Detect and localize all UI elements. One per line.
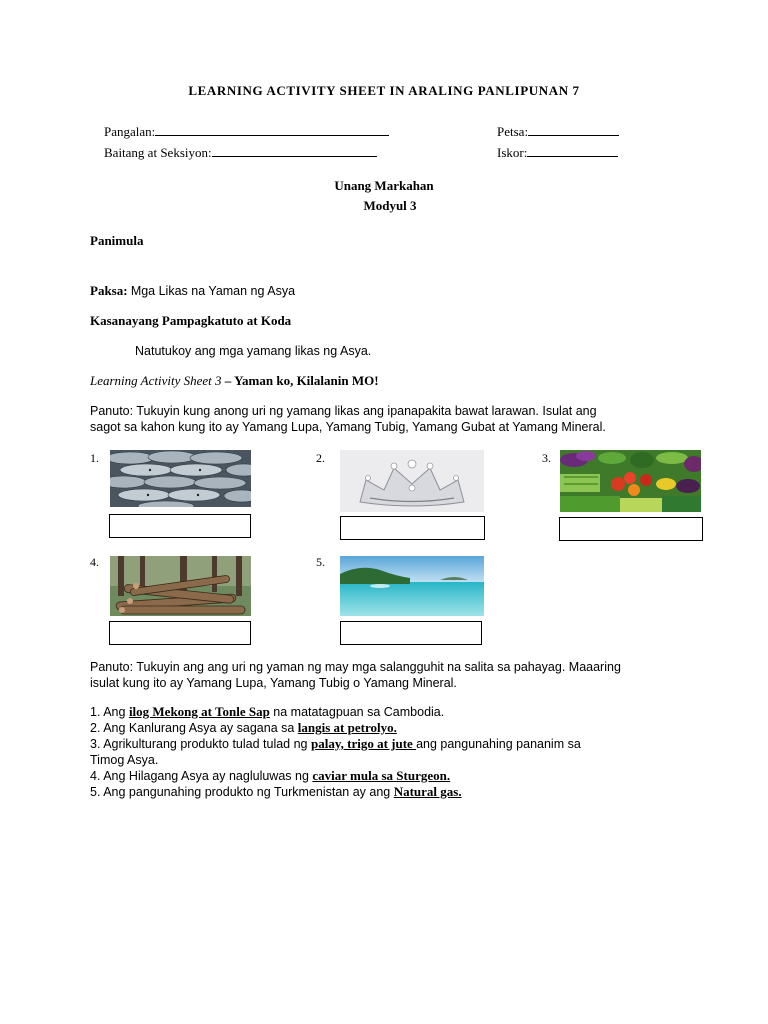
item-3-emphasis: palay, trigo at jute <box>310 736 417 751</box>
item-1: 1. Ang ilog Mekong at Tonle Sap na matatagpuan sa Cambodia. <box>90 704 445 719</box>
instructions-2-line2: isulat kung ito ay Yamang Lupa, Yamang Tubig o Yamang Mineral. <box>90 676 457 690</box>
item-2: 2. Ang Kanlurang Asya ay sagana sa langis at petrolyo. <box>90 720 397 735</box>
grade-line[interactable] <box>212 145 377 157</box>
topic-value: Mga Likas na Yaman ng Asya <box>130 284 296 298</box>
image-number-5: 5. <box>316 555 325 569</box>
item-4-emphasis: caviar mula sa Sturgeon. <box>312 768 451 783</box>
answer-box-3[interactable] <box>559 517 703 541</box>
image-number-1: 1. <box>90 451 99 465</box>
activity-prefix: Learning Activity Sheet 3 <box>90 373 222 388</box>
instructions-2-line1: Panuto: Tukuyin ang ang uri ng yaman ng may mga salangguhit na salita sa pahayag. Maaaring <box>90 660 621 674</box>
activity-dash: – <box>221 373 235 388</box>
item-4: 4. Ang Hilagang Asya ay nagluluwas ng caviar mula sa Sturgeon. <box>90 768 451 783</box>
sea-image <box>340 556 484 616</box>
grade-label: Baitang at Seksiyon: <box>104 145 212 160</box>
item-5-emphasis: Natural gas. <box>393 784 462 799</box>
page-title: LEARNING ACTIVITY SHEET IN ARALING PANLIPUNAN 7 <box>188 83 580 98</box>
image-number-4: 4. <box>90 555 99 569</box>
instructions-2 <box>90 659 621 691</box>
answer-box-4[interactable] <box>109 621 251 645</box>
date-field[interactable] <box>497 124 619 140</box>
crown-image <box>340 450 484 512</box>
grade-field[interactable] <box>104 145 377 161</box>
name-line[interactable] <box>155 124 389 136</box>
date-line[interactable] <box>528 124 619 136</box>
intro-heading: Panimula <box>90 233 144 248</box>
image-number-2: 2. <box>316 451 325 465</box>
name-label: Pangalan: <box>104 124 156 139</box>
module-heading: Modyul 3 <box>363 198 417 213</box>
item-5: 5. Ang pangunahing produkto ng Turkmenistan ay ang Natural gas. <box>90 784 462 799</box>
image-number-3: 3. <box>542 451 551 465</box>
topic-line <box>90 283 295 299</box>
answer-box-2[interactable] <box>340 516 485 540</box>
item-2-emphasis: langis at petrolyo. <box>297 720 397 735</box>
item-list <box>90 704 581 800</box>
instructions-1 <box>90 403 606 435</box>
score-field[interactable] <box>497 145 618 161</box>
item-1-emphasis: ilog Mekong at Tonle Sap <box>128 704 270 719</box>
score-label: Iskor: <box>497 145 528 160</box>
answer-box-5[interactable] <box>340 621 482 645</box>
vegetables-image <box>560 450 701 512</box>
quarter-heading: Unang Markahan <box>334 178 434 193</box>
activity-name: Yaman ko, Kilalanin MO! <box>234 373 379 388</box>
topic-label: Paksa: <box>90 283 128 298</box>
activity-title <box>90 373 379 389</box>
answer-box-1[interactable] <box>109 514 251 538</box>
item-3-continuation: Timog Asya. <box>90 753 159 767</box>
item-3: 3. Agrikulturang produkto tulad tulad ng palay, trigo at jute ang pangunahing pananim sa <box>90 736 581 751</box>
instructions-1-line2: sagot sa kahon kung ito ay Yamang Lupa, Yamang Tubig, Yamang Gubat at Yamang Mineral. <box>90 420 606 434</box>
logs-image <box>110 556 251 616</box>
date-label: Petsa: <box>497 124 529 139</box>
competency-text: Natutukoy ang mga yamang likas ng Asya. <box>135 344 372 358</box>
score-line[interactable] <box>527 145 618 157</box>
fish-image <box>110 450 251 507</box>
competency-heading: Kasanayang Pampagkatuto at Koda <box>90 313 292 328</box>
instructions-1-line1: Panuto: Tukuyin kung anong uri ng yamang likas ang ipanapakita bawat larawan. Isulat ang <box>90 404 597 418</box>
name-field[interactable] <box>104 124 389 140</box>
